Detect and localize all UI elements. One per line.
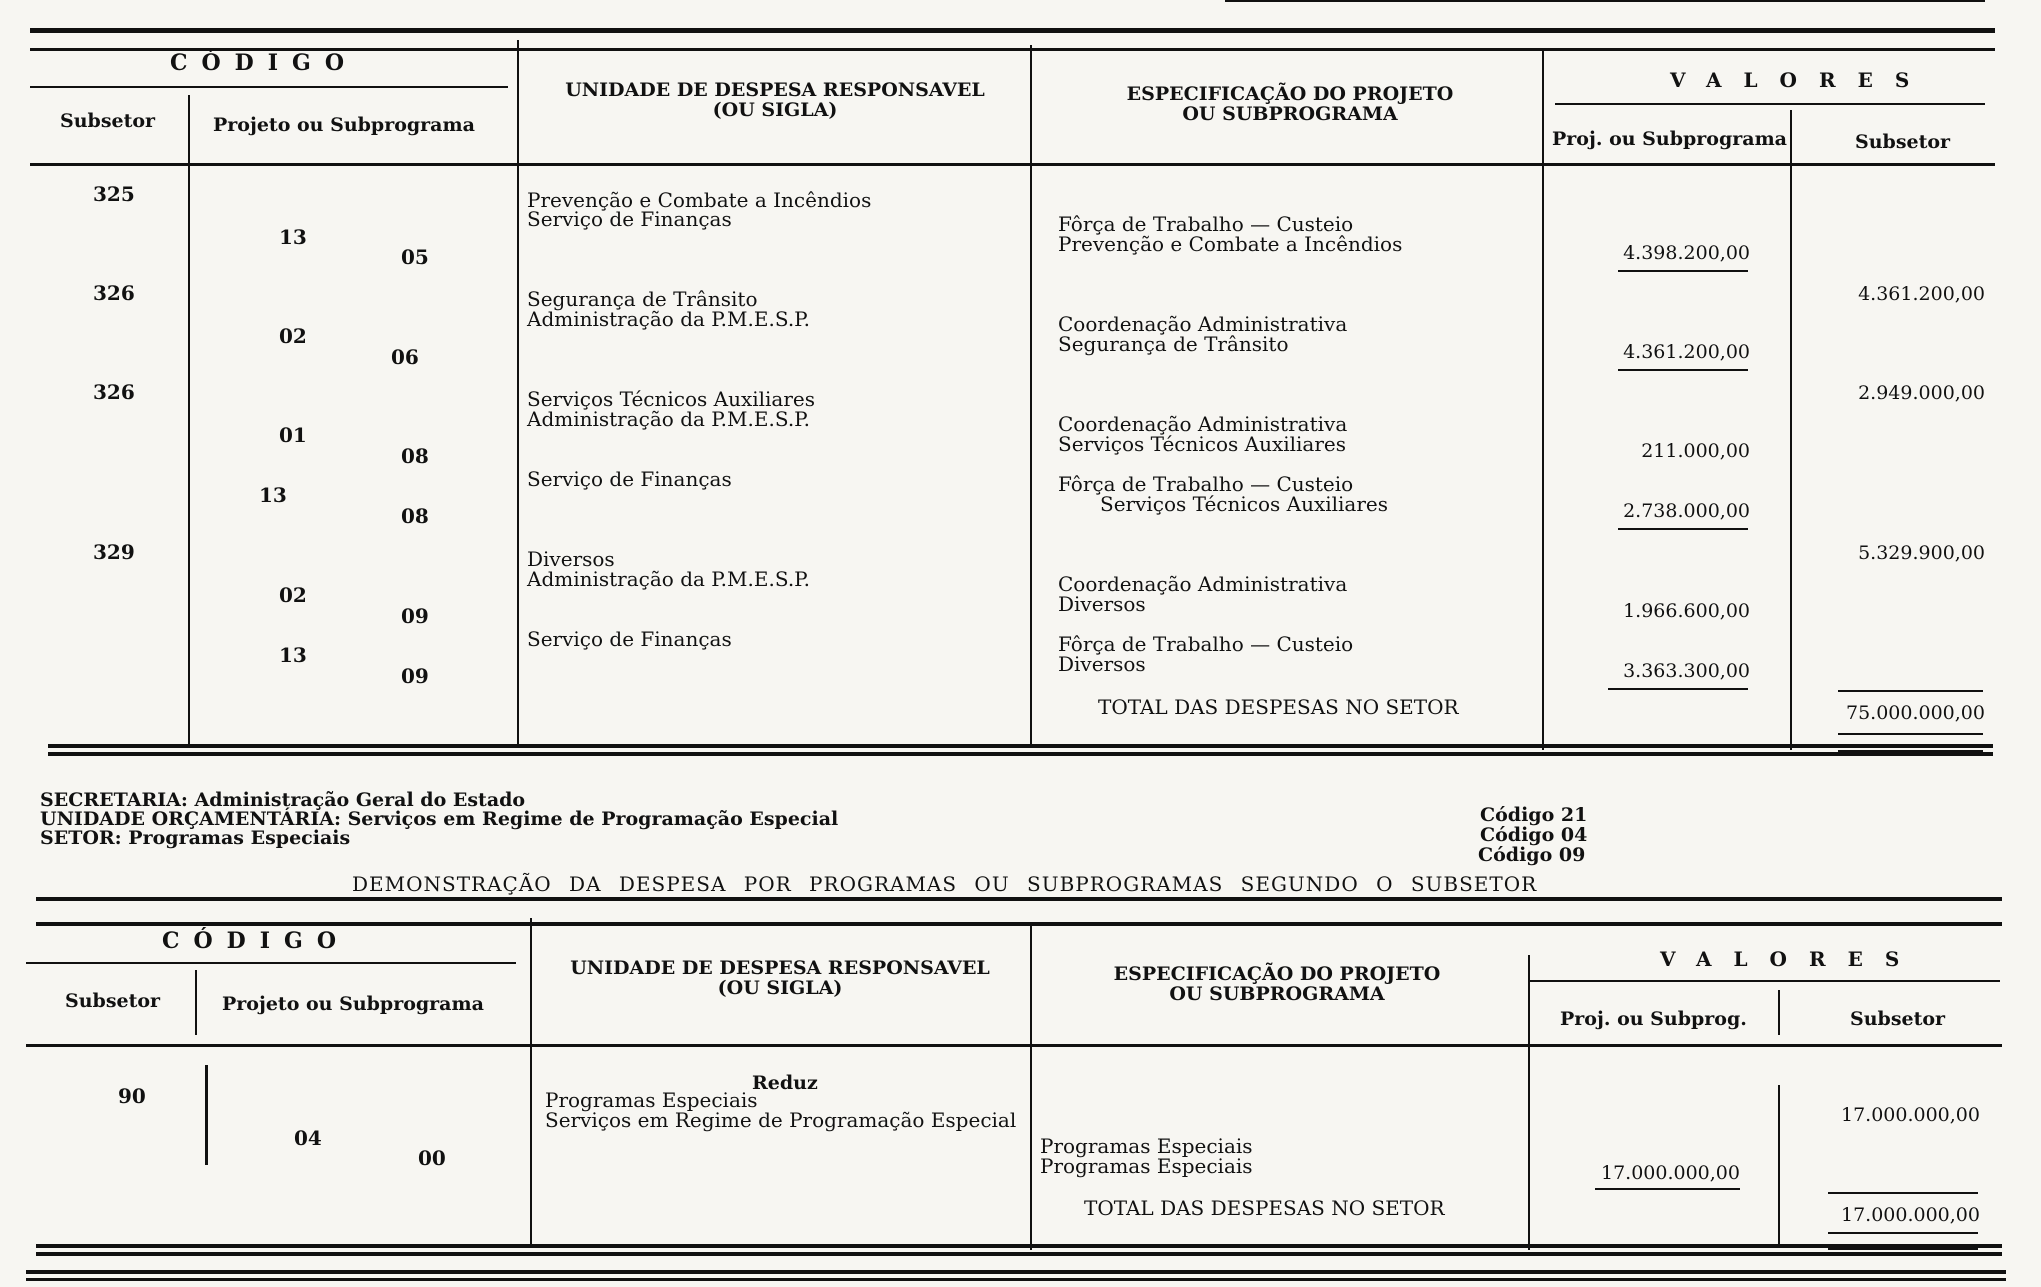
col-divider [1030,45,1032,745]
header-bottom-rule [30,163,1995,166]
codigo-secretaria: Código 21 [1480,804,1588,826]
program-code: 02 [279,324,307,348]
especificacao-text: Coordenação Administrativa [1058,312,1348,336]
codigo-underline [26,962,516,964]
subsetor-code: 325 [93,182,135,206]
col-divider [1778,990,1780,1035]
especificacao-text: Coordenação Administrativa [1058,572,1348,596]
subprogram-code: 09 [401,604,429,628]
subsetor-code: 326 [93,380,135,404]
subsetor-value: 17.000.000,00 [1840,1104,1980,1126]
total-value: 17.000.000,00 [1840,1204,1980,1226]
unidade-text: Serviços em Regime de Programação Especial [545,1108,1017,1132]
codigo-header: CÓDIGO [162,928,350,954]
subsetor-value: 2.949.000,00 [1858,382,1985,404]
especificacao-text: Serviços Técnicos Auxiliares [1100,492,1388,516]
subsetor-header: Subsetor [60,110,156,132]
codigo-header: CÓDIGO [170,50,358,76]
col-divider [1030,925,1032,1250]
unidade-text: Segurança de Trânsito [527,287,758,311]
codigo-setor: Código 09 [1478,844,1586,866]
total-double-underline [1838,733,1983,735]
header-bottom-rule [26,1044,2002,1047]
proj-value: 2.738.000,00 [1623,500,1750,522]
proj-value: 211.000,00 [1641,440,1750,462]
col-divider [205,1065,208,1165]
unidade-text: Prevenção e Combate a Incêndios [527,188,872,212]
col-divider [517,40,519,745]
program-code: 13 [259,483,287,507]
unidade-text: Administração da P.M.E.S.P. [527,407,810,431]
unidade-header: UNIDADE DE DESPESA RESPONSAVEL (OU SIGLA) [570,957,990,999]
col-divider [188,95,190,745]
unidade-text: Diversos [527,547,615,571]
top-rule [1225,0,1985,2]
bottom-rule [48,744,1993,748]
col-divider [195,970,197,1035]
col-divider [1790,110,1792,750]
top-rule [36,922,2002,926]
program-code: 13 [279,225,307,249]
program-code: 04 [294,1126,322,1150]
valores-header: VALORES [1660,947,1922,971]
subprogram-code: 09 [401,664,429,688]
proj-value: 3.363.300,00 [1623,660,1750,682]
codigo-underline [30,86,508,88]
valores-header: VALORES [1670,68,1932,92]
document-title: DEMONSTRAÇÃO DA DESPESA POR PROGRAMAS OU SUBPROGRAMAS SEGUNDO O SUBSETOR [352,872,1538,896]
unidade-text: Administração da P.M.E.S.P. [527,307,810,331]
subprogram-code: 06 [391,345,419,369]
setor: SETOR: Programas Especiais [40,827,351,849]
unidade-orcamentaria: UNIDADE ORÇAMENTÁRIA: Serviços em Regime de Programação Especial [40,808,839,830]
program-code: 13 [279,643,307,667]
subsetor-code: 326 [93,281,135,305]
unidade-text: Serviço de Finanças [527,467,732,491]
program-code: 01 [279,423,307,447]
projeto-header: Projeto ou Subprograma [213,114,475,136]
subsetor-valor-header: Subsetor [1850,1008,1946,1030]
subsetor-value: 4.361.200,00 [1858,283,1985,305]
value-underline [1618,528,1748,530]
subsetor-header: Subsetor [65,990,161,1012]
especificacao-text: Programas Especiais [1040,1154,1253,1178]
total-overline [1838,690,1983,692]
projeto-header: Projeto ou Subprograma [222,993,484,1015]
especificacao-text: Segurança de Trânsito [1058,332,1289,356]
reduz-label: Reduz [752,1072,818,1094]
program-code: 02 [279,583,307,607]
value-underline [1595,1188,1740,1190]
col-divider [1542,50,1544,750]
value-underline [1608,688,1748,690]
subprogram-code: 05 [401,245,429,269]
proj-valor-header: Proj. ou Subprog. [1560,1008,1747,1030]
total-value: 75.000.000,00 [1845,702,1985,724]
especificacao-text: Serviços Técnicos Auxiliares [1058,432,1346,456]
especificacao-header: ESPECIFICAÇÃO DO PROJETO OU SUBPROGRAMA [1126,83,1454,125]
total-overline [1828,1192,1978,1194]
especificacao-text: Fôrça de Trabalho — Custeio [1058,212,1354,236]
subsetor-value: 5.329.900,00 [1858,542,1985,564]
subprogram-code: 00 [418,1146,446,1170]
total-label: TOTAL DAS DESPESAS NO SETOR [1098,695,1459,719]
value-underline [1618,270,1748,272]
especificacao-text: Prevenção e Combate a Incêndios [1058,232,1403,256]
proj-value: 17.000.000,00 [1600,1162,1740,1184]
unidade-text: Serviço de Finanças [527,627,732,651]
valores-underline [1555,103,1985,105]
secretaria: SECRETARIA: Administração Geral do Estado [40,789,526,811]
unidade-text: Administração da P.M.E.S.P. [527,567,810,591]
proj-value: 4.398.200,00 [1623,242,1750,264]
value-underline [1618,369,1748,371]
unidade-text: Serviço de Finanças [527,207,732,231]
top-rule [36,897,2002,901]
total-double-underline [1828,1248,1978,1250]
especificacao-text: Programas Especiais [1040,1134,1253,1158]
bottom-rule [36,1244,2002,1248]
bottom-rule [36,1252,2002,1256]
subsetor-code: 90 [118,1084,146,1108]
total-double-underline [1828,1232,1978,1234]
total-label: TOTAL DAS DESPESAS NO SETOR [1084,1196,1445,1220]
col-divider [1528,955,1530,1250]
bottom-rule [26,1270,2006,1274]
proj-valor-header: Proj. ou Subprograma [1552,128,1787,150]
subsetor-code: 329 [93,540,135,564]
codigo-unidade: Código 04 [1480,824,1588,846]
proj-value: 1.966.600,00 [1623,600,1750,622]
subprogram-code: 08 [401,504,429,528]
unidade-text: Serviços Técnicos Auxiliares [527,387,815,411]
especificacao-text: Diversos [1058,652,1146,676]
especificacao-text: Diversos [1058,592,1146,616]
top-rule [30,28,1995,33]
especificacao-text: Coordenação Administrativa [1058,412,1348,436]
bottom-rule [48,752,1993,756]
subsetor-valor-header: Subsetor [1855,131,1951,153]
unidade-text: Programas Especiais [545,1088,758,1112]
subprogram-code: 08 [401,444,429,468]
valores-underline [1530,980,2000,982]
especificacao-text: Fôrça de Trabalho — Custeio [1058,632,1354,656]
unidade-header: UNIDADE DE DESPESA RESPONSAVEL (OU SIGLA) [565,79,985,121]
col-divider [530,918,532,1248]
bottom-rule [26,1278,2006,1281]
especificacao-header: ESPECIFICAÇÃO DO PROJETO OU SUBPROGRAMA [1113,963,1441,1005]
especificacao-text: Fôrça de Trabalho — Custeio [1058,472,1354,496]
proj-value: 4.361.200,00 [1623,341,1750,363]
col-divider [1778,1085,1780,1245]
